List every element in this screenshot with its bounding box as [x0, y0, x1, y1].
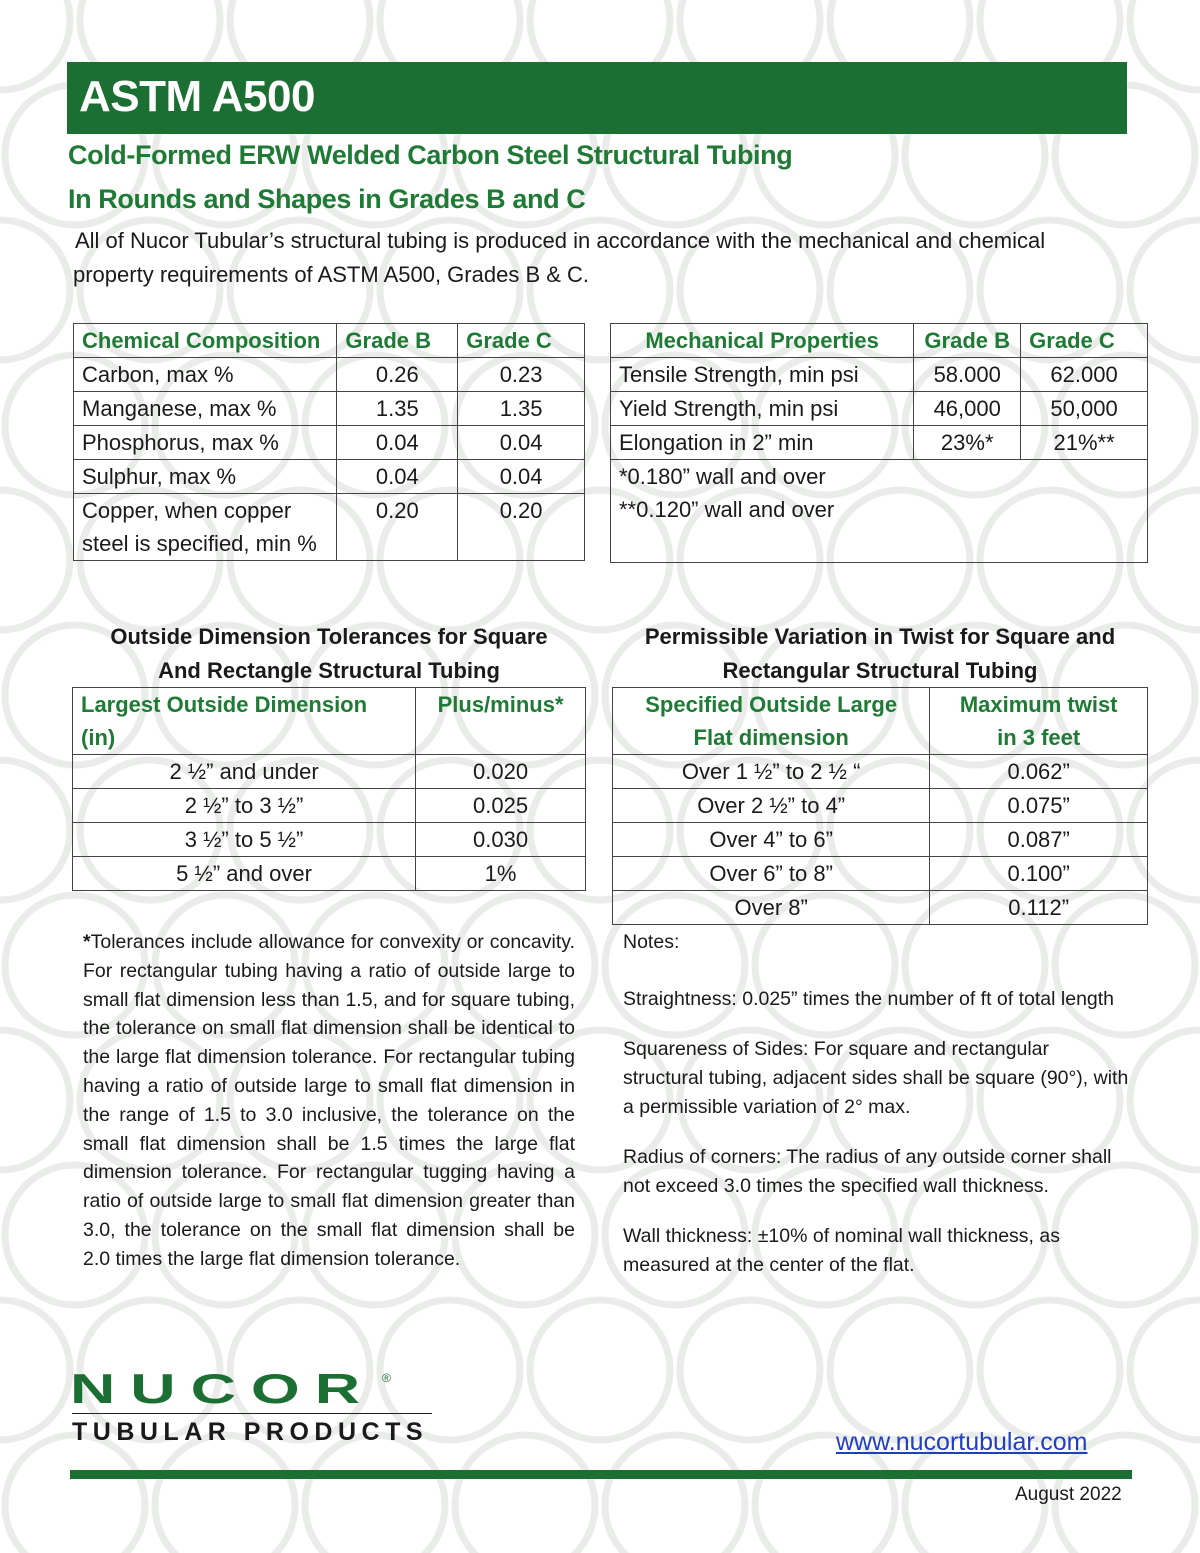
- twist-title-line-1: Permissible Variation in Twist for Square and: [644, 624, 1116, 649]
- header-line: (in): [81, 725, 116, 750]
- od-title-line-1: Outside Dimension Tolerances for Square: [110, 624, 548, 649]
- od-title-line-2: And Rectangle Structural Tubing: [158, 658, 500, 683]
- notes-heading: Notes:: [623, 931, 680, 953]
- table-cell: 0.23: [458, 358, 585, 392]
- subtitle-line-2: In Rounds and Shapes in Grades B and C: [68, 184, 586, 214]
- table-cell: 0.26: [337, 358, 458, 392]
- table-row: [73, 789, 586, 823]
- column-header: Grade B: [337, 324, 458, 358]
- table-cell: 0.087”: [930, 823, 1148, 857]
- tolerance-footnote: [83, 928, 575, 1274]
- table-cell: Sulphur, max %: [74, 460, 337, 494]
- table-row: [74, 494, 585, 561]
- od-tolerances-title: [73, 620, 585, 688]
- table-cell: 0.04: [337, 460, 458, 494]
- footnote-text: Tolerances include allowance for convexity or concavity. For rectangular tubing having a ratio of outside large to small flat dimension less than 1.5, and for square tubing, the tolerance on small flat dimension shall be identical to the large flat dimension tolerance. For rectangular tubing having a ratio of outside large to small flat dimension in the range of 1.5 to 3.0 inclusive, the tolerance on the small flat dimension shall be 1.5 times the large flat dimension tolerance. For rectangular tugging having a ratio of outside large to small flat dimension greater than 3.0, the tolerance on the small flat dimension shall be 2.0 times the large flat dimension tolerance.: [83, 931, 575, 1270]
- table-cell: 23%*: [914, 426, 1021, 460]
- column-header: Chemical Composition: [74, 324, 337, 358]
- note-item: Wall thickness: ±10% of nominal wall thickness, as measured at the center of the flat.: [623, 1225, 1060, 1276]
- table-cell: 0.075”: [930, 789, 1148, 823]
- nucor-logo: [70, 1368, 400, 1408]
- column-header: Plus/minus*: [416, 688, 586, 755]
- table-cell: 50,000: [1021, 392, 1148, 426]
- logo-registered-mark: ®: [382, 1371, 391, 1385]
- table-cell: 62.000: [1021, 358, 1148, 392]
- header-line: in 3 feet: [997, 725, 1081, 750]
- table-row: [74, 358, 585, 392]
- table-row: [73, 857, 586, 891]
- table-header-row: [73, 688, 586, 755]
- table-row: [613, 891, 1148, 925]
- mechanical-properties-table: [610, 323, 1148, 563]
- header-line: Largest Outside Dimension: [81, 692, 368, 717]
- table-cell: Over 2 ½” to 4”: [613, 789, 930, 823]
- twist-variation-table: [612, 687, 1148, 925]
- column-header: [930, 688, 1148, 755]
- wall-note-1: *0.180” wall and over: [619, 464, 826, 489]
- table-cell: 5 ½” and over: [73, 857, 416, 891]
- table-row: [613, 789, 1148, 823]
- column-header: Grade B: [914, 324, 1021, 358]
- chemical-composition-table: [73, 323, 585, 561]
- copper-label-line-2: steel is specified, min %: [82, 531, 317, 556]
- website-link[interactable]: www.nucortubular.com: [836, 1428, 1088, 1456]
- table-cell: 0.04: [458, 460, 585, 494]
- table-cell: Yield Strength, min psi: [611, 392, 914, 426]
- table-cell: 0.100”: [930, 857, 1148, 891]
- publication-date: August 2022: [1015, 1484, 1122, 1505]
- table-cell: Phosphorus, max %: [74, 426, 337, 460]
- table-row: [74, 392, 585, 426]
- title-banner: [67, 62, 1127, 134]
- intro-line-2: property requirements of ASTM A500, Grades B & C.: [73, 262, 590, 287]
- table-cell: 0.04: [337, 426, 458, 460]
- page-title: ASTM A500: [79, 72, 315, 121]
- column-header: Grade C: [458, 324, 585, 358]
- column-header: Grade C: [1021, 324, 1148, 358]
- subtitle-line-1: Cold-Formed ERW Welded Carbon Steel Structural Tubing: [68, 140, 793, 170]
- table-cell: 0.20: [458, 494, 585, 561]
- table-cell: 21%**: [1021, 426, 1148, 460]
- table-cell: 46,000: [914, 392, 1021, 426]
- table-header-row: [74, 324, 585, 358]
- table-row: [73, 823, 586, 857]
- twist-title: [612, 620, 1148, 688]
- note-item: Radius of corners: The radius of any outside corner shall not exceed 3.0 times the specified wall thickness.: [623, 1146, 1112, 1197]
- twist-title-line-2: Rectangular Structural Tubing: [722, 658, 1038, 683]
- table-cell: Over 8”: [613, 891, 930, 925]
- note-item: Squareness of Sides: For square and rectangular structural tubing, adjacent sides shall be square (90°), with a permissible variation of 2° max.: [623, 1038, 1129, 1118]
- table-header-row: [611, 324, 1148, 358]
- footer-divider: [70, 1470, 1132, 1479]
- table-cell: Elongation in 2” min: [611, 426, 914, 460]
- logo-divider: [72, 1413, 432, 1414]
- table-cell: Carbon, max %: [74, 358, 337, 392]
- note-item: Straightness: 0.025” times the number of ft of total length: [623, 988, 1115, 1010]
- table-notes-cell: [611, 460, 1148, 563]
- table-cell: Over 4” to 6”: [613, 823, 930, 857]
- table-row: [611, 426, 1148, 460]
- header-line: Specified Outside Large: [645, 692, 898, 717]
- table-row: [613, 755, 1148, 789]
- table-cell: Over 1 ½” to 2 ½ “: [613, 755, 930, 789]
- column-header: [613, 688, 930, 755]
- header-line: Flat dimension: [693, 725, 849, 750]
- table-cell: 58.000: [914, 358, 1021, 392]
- logo-wordmark: NUCOR: [70, 1368, 375, 1408]
- table-cell: 1.35: [458, 392, 585, 426]
- table-cell: 0.112”: [930, 891, 1148, 925]
- table-cell: 2 ½” and under: [73, 755, 416, 789]
- logo-subtitle: TUBULAR PRODUCTS: [72, 1418, 429, 1446]
- table-cell: 0.020: [416, 755, 586, 789]
- footnote-asterisk: *: [83, 931, 91, 953]
- table-row: [73, 755, 586, 789]
- table-row: [613, 823, 1148, 857]
- table-row: [74, 460, 585, 494]
- table-cell: 1.35: [337, 392, 458, 426]
- table-cell: 2 ½” to 3 ½”: [73, 789, 416, 823]
- table-cell: 0.20: [337, 494, 458, 561]
- table-row: [611, 460, 1148, 563]
- notes-section: [623, 928, 1133, 1301]
- table-cell: [74, 494, 337, 561]
- od-tolerances-table: [72, 687, 586, 891]
- table-cell: 0.062”: [930, 755, 1148, 789]
- column-header: Mechanical Properties: [611, 324, 914, 358]
- table-row: [74, 426, 585, 460]
- intro-paragraph: [73, 224, 1113, 292]
- table-cell: 0.030: [416, 823, 586, 857]
- table-row: [611, 358, 1148, 392]
- header-line: Maximum twist: [959, 692, 1118, 717]
- table-cell: 0.025: [416, 789, 586, 823]
- table-cell: 3 ½” to 5 ½”: [73, 823, 416, 857]
- table-cell: Over 6” to 8”: [613, 857, 930, 891]
- table-header-row: [613, 688, 1148, 755]
- intro-line-1: All of Nucor Tubular’s structural tubing is produced in accordance with the mechanical and chemical: [75, 228, 1046, 253]
- table-cell: 0.04: [458, 426, 585, 460]
- table-cell: Manganese, max %: [74, 392, 337, 426]
- table-row: [613, 857, 1148, 891]
- table-row: [611, 392, 1148, 426]
- copper-label-line-1: Copper, when copper: [82, 498, 292, 523]
- table-cell: Tensile Strength, min psi: [611, 358, 914, 392]
- column-header: [73, 688, 416, 755]
- table-cell: 1%: [416, 857, 586, 891]
- wall-note-2: **0.120” wall and over: [619, 497, 835, 522]
